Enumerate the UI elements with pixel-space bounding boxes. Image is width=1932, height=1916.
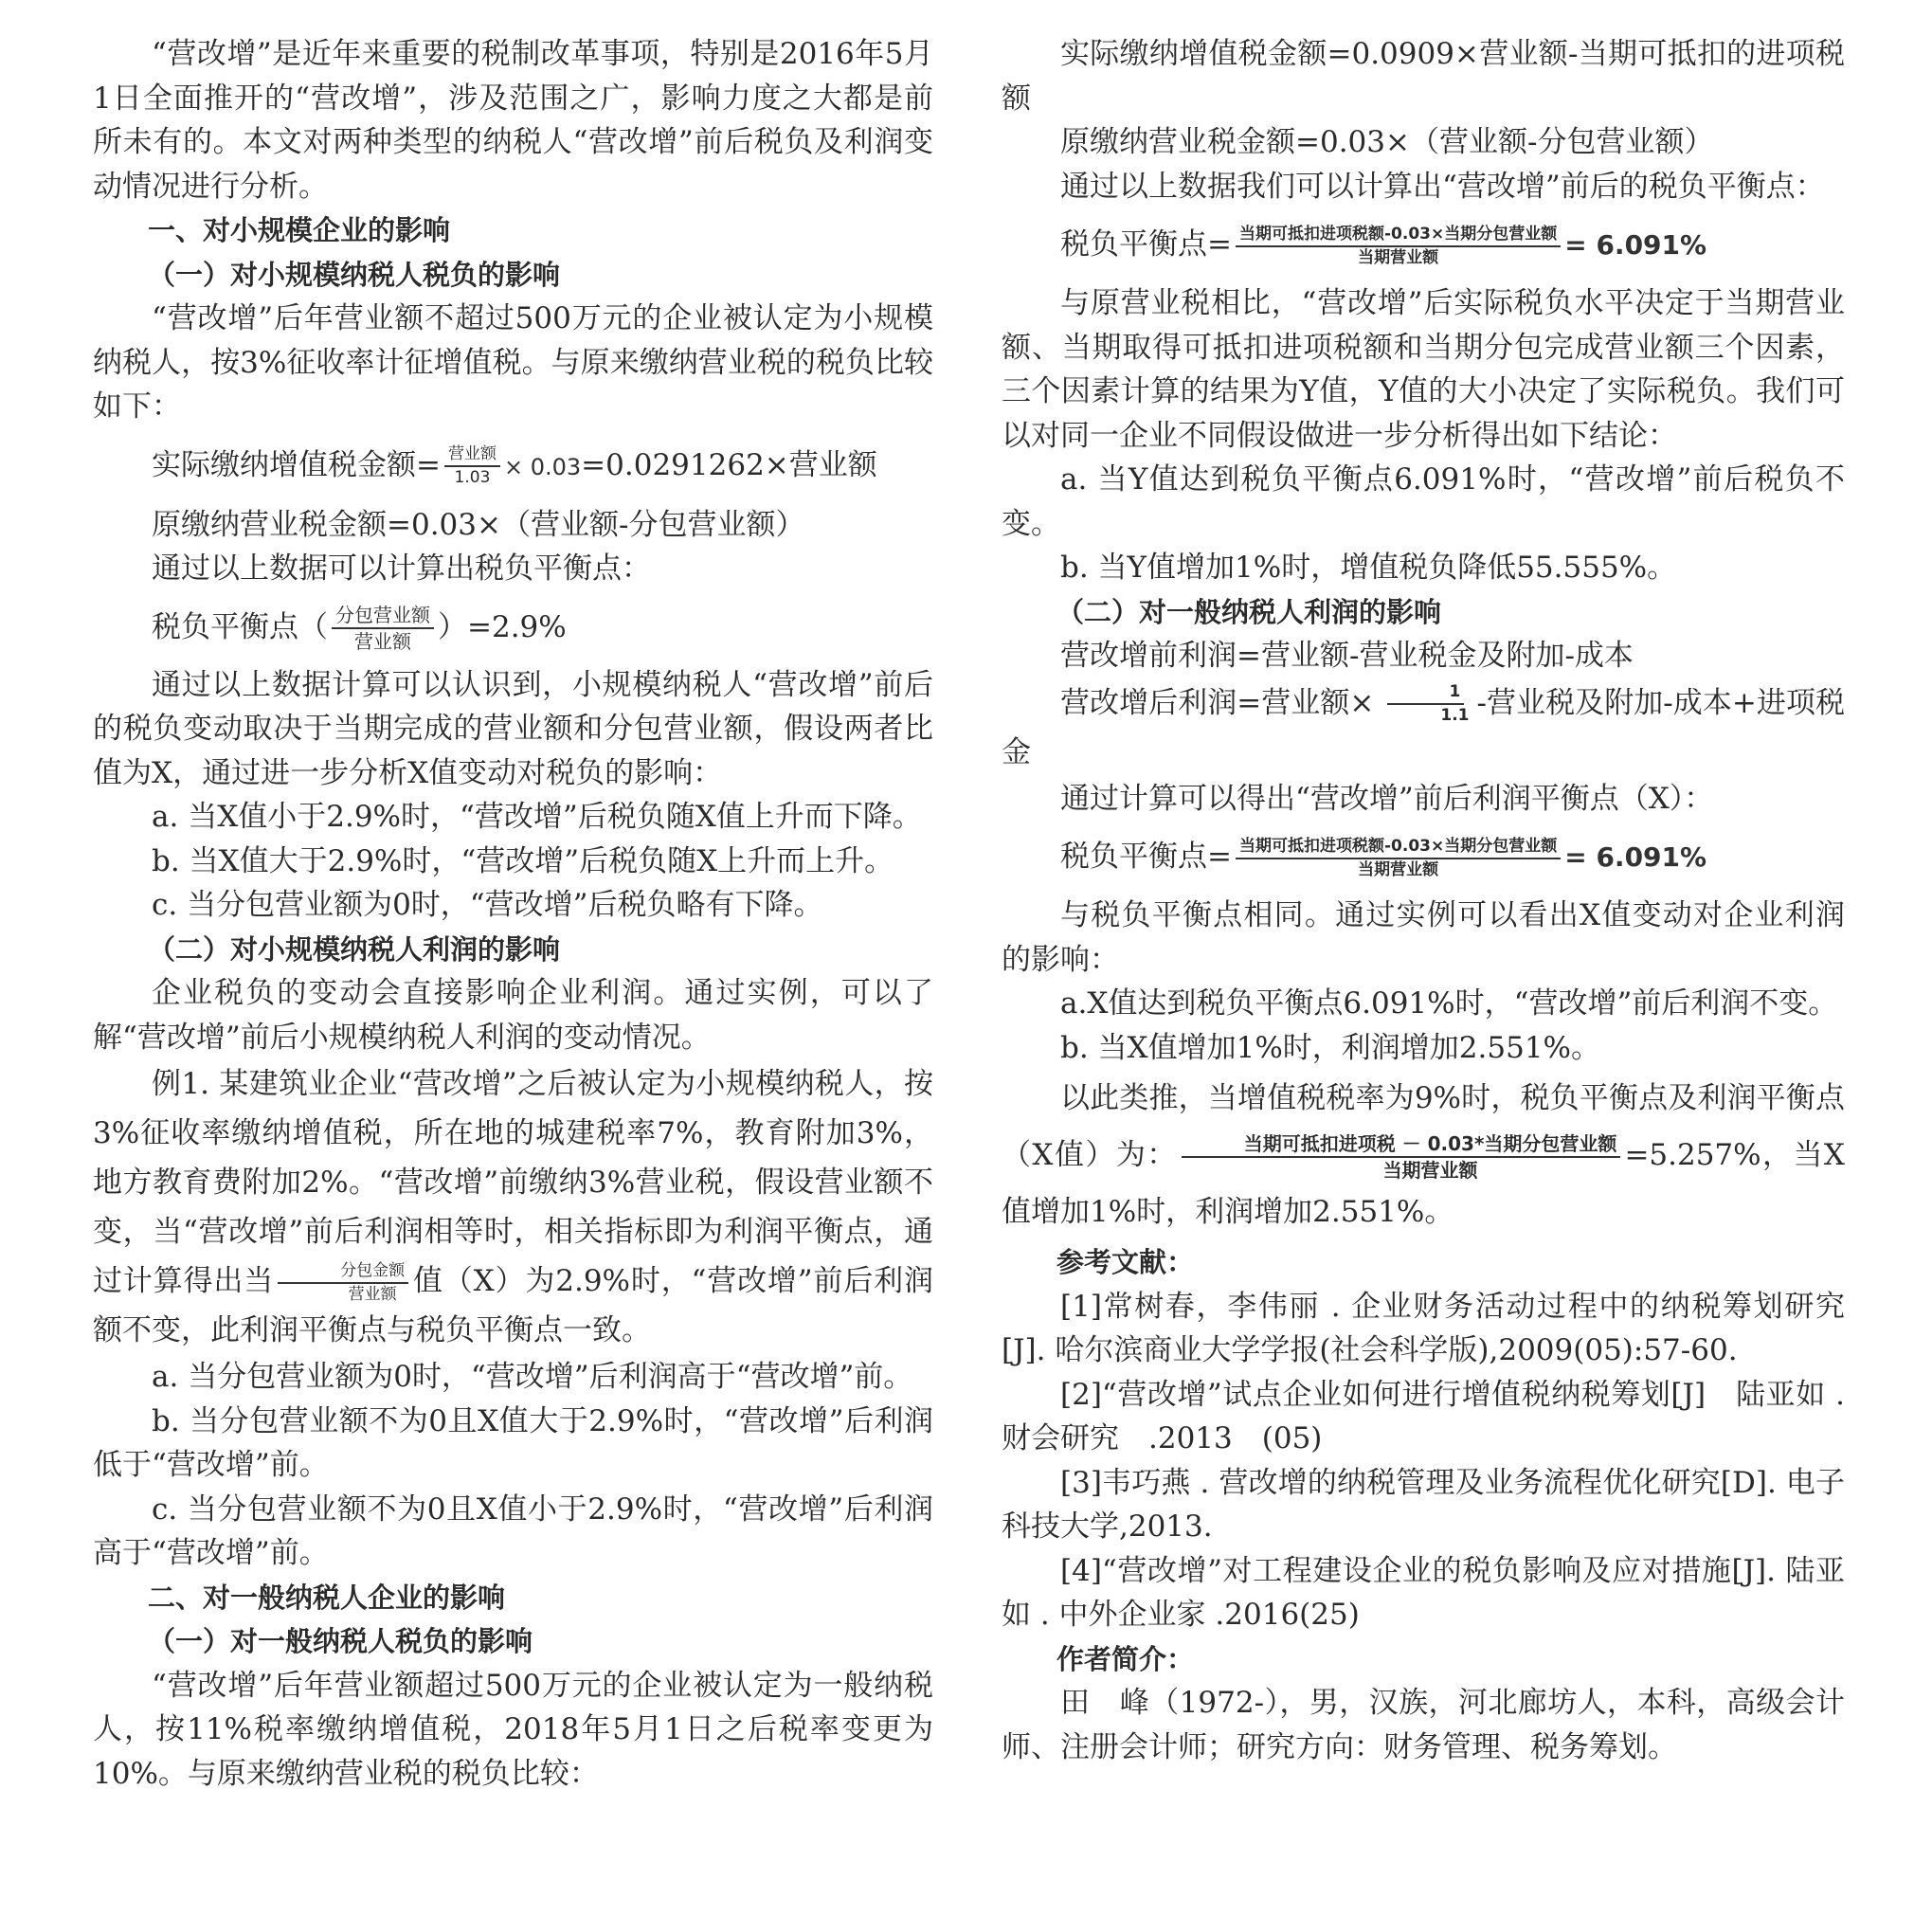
- subsection-heading-1-1: （一）对小规模纳税人税负的影响: [148, 258, 561, 291]
- paragraph-nine-percent: 以此类推，当增值税税率为9%时，税负平衡点及利润平衡点（X值）为： $\frac{\text{当期可抵扣进项税 － 0.03*当期分包营业额}}{\text{当期营业额}}$ =5.257%，当X值增加1%时，利润增加2.551%。: [1002, 1081, 1845, 1229]
- paragraph-y-value: 与原营业税相比，“营改增”后实际税负水平决定于当期营业额、当期取得可抵扣进项税额和当期分包完成营业额三个因素，三个因素计算的结果为Y值，Y值的大小决定了实际税负。我们可以对同一企业不同假设做进一步分析得出如下结论：: [1002, 286, 1845, 453]
- fraction: $\frac{\text{当期可抵扣进项税额-0.03×当期分包营业额}}{\text{当期营业额}}$: [1236, 839, 1561, 878]
- paragraph-example-1: 例1. 某建筑业企业“营改增”之后被认定为小规模纳税人，按3%征收率缴纳增值税，所在地的城建税率7%，教育附加3%，地方教育费附加2%。“营改增”前缴纳3%营业税，假设营业额不变，当“营改增”前后利润相等时，相关指标即为利润平衡点，通过计算得出当 $\frac{\text{分包金额}}{\text{营业额}}$ 值（X）为2.9%时，“营改增”前后利润额不变，此利润平衡点与税负平衡点一致。: [93, 1067, 934, 1347]
- left-column: [93, 32, 933, 1796]
- equation-profit-before: 营改增前利润=营业额-营业税金及附加-成本: [1060, 639, 1634, 673]
- fraction: $\frac{\text{当期可抵扣进项税 － 0.03*当期分包营业额}}{\text{当期营业额}}$: [1182, 1134, 1621, 1180]
- equation-business-tax: 原缴纳营业税金额=0.03×（营业额-分包营业额）: [152, 507, 805, 542]
- equation-balance-profit: 税负平衡点= $\frac{\text{当期可抵扣进项税额-0.03×当期分包营业额}}{\text{当期营业额}}$ = 6.091%: [1060, 836, 1707, 879]
- list-item: a. 当X值小于2.9%时，“营改增”后税负随X值上升而下降。: [152, 800, 922, 834]
- right-column: [1002, 32, 1845, 1769]
- section-heading-1: 一、对小规模企业的影响: [148, 214, 451, 246]
- equation-balance-general: 税负平衡点= $\frac{\text{当期可抵扣进项税额-0.03×当期分包营业额}}{\text{当期营业额}}$ = 6.091%: [1060, 224, 1707, 267]
- fraction: $\frac{1}{1.1}$: [1378, 684, 1472, 724]
- equation-profit-after: 营改增后利润=营业额× $\frac{1}{1.1}$ -营业税及附加-成本+进项税金: [1002, 682, 1845, 769]
- author-bio: 田 峰（1972-），男，汉族，河北廊坊人，本科，高级会计师、注册会计师；研究方向：财务管理、税务筹划。: [1002, 1686, 1845, 1764]
- equation-vat-small: 实际缴纳增值税金额= $\frac{\text{营业额}}{1.03}$ × 0.03=0.0291262×营业额: [152, 444, 877, 487]
- fraction: $\frac{\text{分包营业额}}{\text{营业额}}$: [332, 606, 434, 651]
- list-item: b. 当分包营业额不为0且X值大于2.9%时，“营改增”后利润低于“营改增”前。: [93, 1403, 933, 1482]
- list-item: c. 当分包营业额为0时，“营改增”后税负略有下降。: [152, 888, 823, 922]
- equation-vat-general: 实际缴纳增值税金额=0.0909×营业额-当期可抵扣的进项税额: [1002, 37, 1845, 116]
- fraction: $\frac{\text{当期可抵扣进项税额-0.03×当期分包营业额}}{\text{当期营业额}}$: [1236, 226, 1561, 266]
- fraction: $\frac{\text{营业额}}{1.03}$: [444, 446, 500, 486]
- list-item: a.X值达到税负平衡点6.091%时，“营改增”前后利润不变。: [1060, 986, 1838, 1021]
- reference-item: [1]常树春，李伟丽 . 企业财务活动过程中的纳税筹划研究[J]. 哈尔滨商业大学学报(社会科学版),2009(05):57-60.: [1002, 1289, 1845, 1367]
- equation-business-tax-general: 原缴纳营业税金额=0.03×（营业额-分包营业额）: [1060, 125, 1714, 159]
- paragraph-same-balance: 与税负平衡点相同。通过实例可以看出X值变动对企业利润的影响：: [1002, 898, 1845, 977]
- list-item: b. 当X值大于2.9%时，“营改增”后税负随X上升而上升。: [152, 843, 894, 878]
- paragraph-small-scale: “营改增”后年营业额不超过500万元的企业被认定为小规模纳税人，按3%征收率计征增值税。与原来缴纳营业税的税负比较如下：: [93, 301, 933, 424]
- subsection-heading-2-1: （一）对一般纳税人税负的影响: [148, 1625, 533, 1657]
- paragraph-general-taxpayer: “营改增”后年营业额超过500万元的企业被认定为一般纳税人，按11%税率缴纳增值税，2018年5月1日之后税率变更为10%。与原来缴纳营业税的税负比较：: [93, 1668, 933, 1791]
- list-item: a. 当Y值达到税负平衡点6.091%时，“营改增”前后税负不变。: [1002, 462, 1845, 541]
- fraction: $\frac{\text{分包金额}}{\text{营业额}}$: [278, 1263, 408, 1303]
- reference-item: [3]韦巧燕 . 营改增的纳税管理及业务流程优化研究[D]. 电子科技大学,2013.: [1002, 1465, 1845, 1544]
- references-heading: 参考文献：: [1056, 1246, 1195, 1278]
- equation-balance-small: 税负平衡点（ $\frac{\text{分包营业额}}{\text{营业额}}$ ）=2.9%: [152, 604, 567, 653]
- author-heading: 作者简介：: [1056, 1642, 1195, 1675]
- paragraph-balance-point: 通过以上数据可以计算出税负平衡点：: [152, 551, 651, 586]
- list-item: a. 当分包营业额为0时，“营改增”后利润高于“营改增”前。: [152, 1360, 913, 1394]
- list-item: b. 当Y值增加1%时，增值税负降低55.555%。: [1060, 551, 1677, 585]
- intro-paragraph: “营改增”是近年来重要的税制改革事项，特别是2016年5月1日全面推开的“营改增”，涉及范围之广，影响力度之大都是前所未有的。本文对两种类型的纳税人“营改增”前后税负及利润变动情况进行分析。: [93, 37, 933, 204]
- subsection-heading-2-2: （二）对一般纳税人利润的影响: [1056, 595, 1442, 628]
- paragraph-balance-general: 通过以上数据我们可以计算出“营改增”前后的税负平衡点：: [1060, 169, 1825, 204]
- reference-item: [2]“营改增”试点企业如何进行增值税纳税筹划[J] 陆亚如 . 财会研究 .2013 (05): [1002, 1377, 1845, 1455]
- paragraph-analysis-x: 通过以上数据计算可以认识到，小规模纳税人“营改增”前后的税负变动取决于当期完成的营业额和分包营业额，假设两者比值为X，通过进一步分析X值变动对税负的影响：: [93, 667, 933, 790]
- paragraph-profit-balance: 通过计算可以得出“营改增”前后利润平衡点（X）：: [1060, 781, 1714, 816]
- list-item: b. 当X值增加1%时，利润增加2.551%。: [1060, 1030, 1601, 1065]
- reference-item: [4]“营改增”对工程建设企业的税负影响及应对措施[J]. 陆亚如 . 中外企业家 .2016(25): [1002, 1553, 1845, 1632]
- paragraph-profit: 企业税负的变动会直接影响企业利润。通过实例，可以了解“营改增”前后小规模纳税人利润的变动情况。: [93, 976, 933, 1055]
- section-heading-2: 二、对一般纳税人企业的影响: [148, 1581, 506, 1614]
- subsection-heading-1-2: （二）对小规模纳税人利润的影响: [148, 932, 561, 966]
- list-item: c. 当分包营业额不为0且X值小于2.9%时，“营改增”后利润高于“营改增”前。: [93, 1491, 933, 1570]
